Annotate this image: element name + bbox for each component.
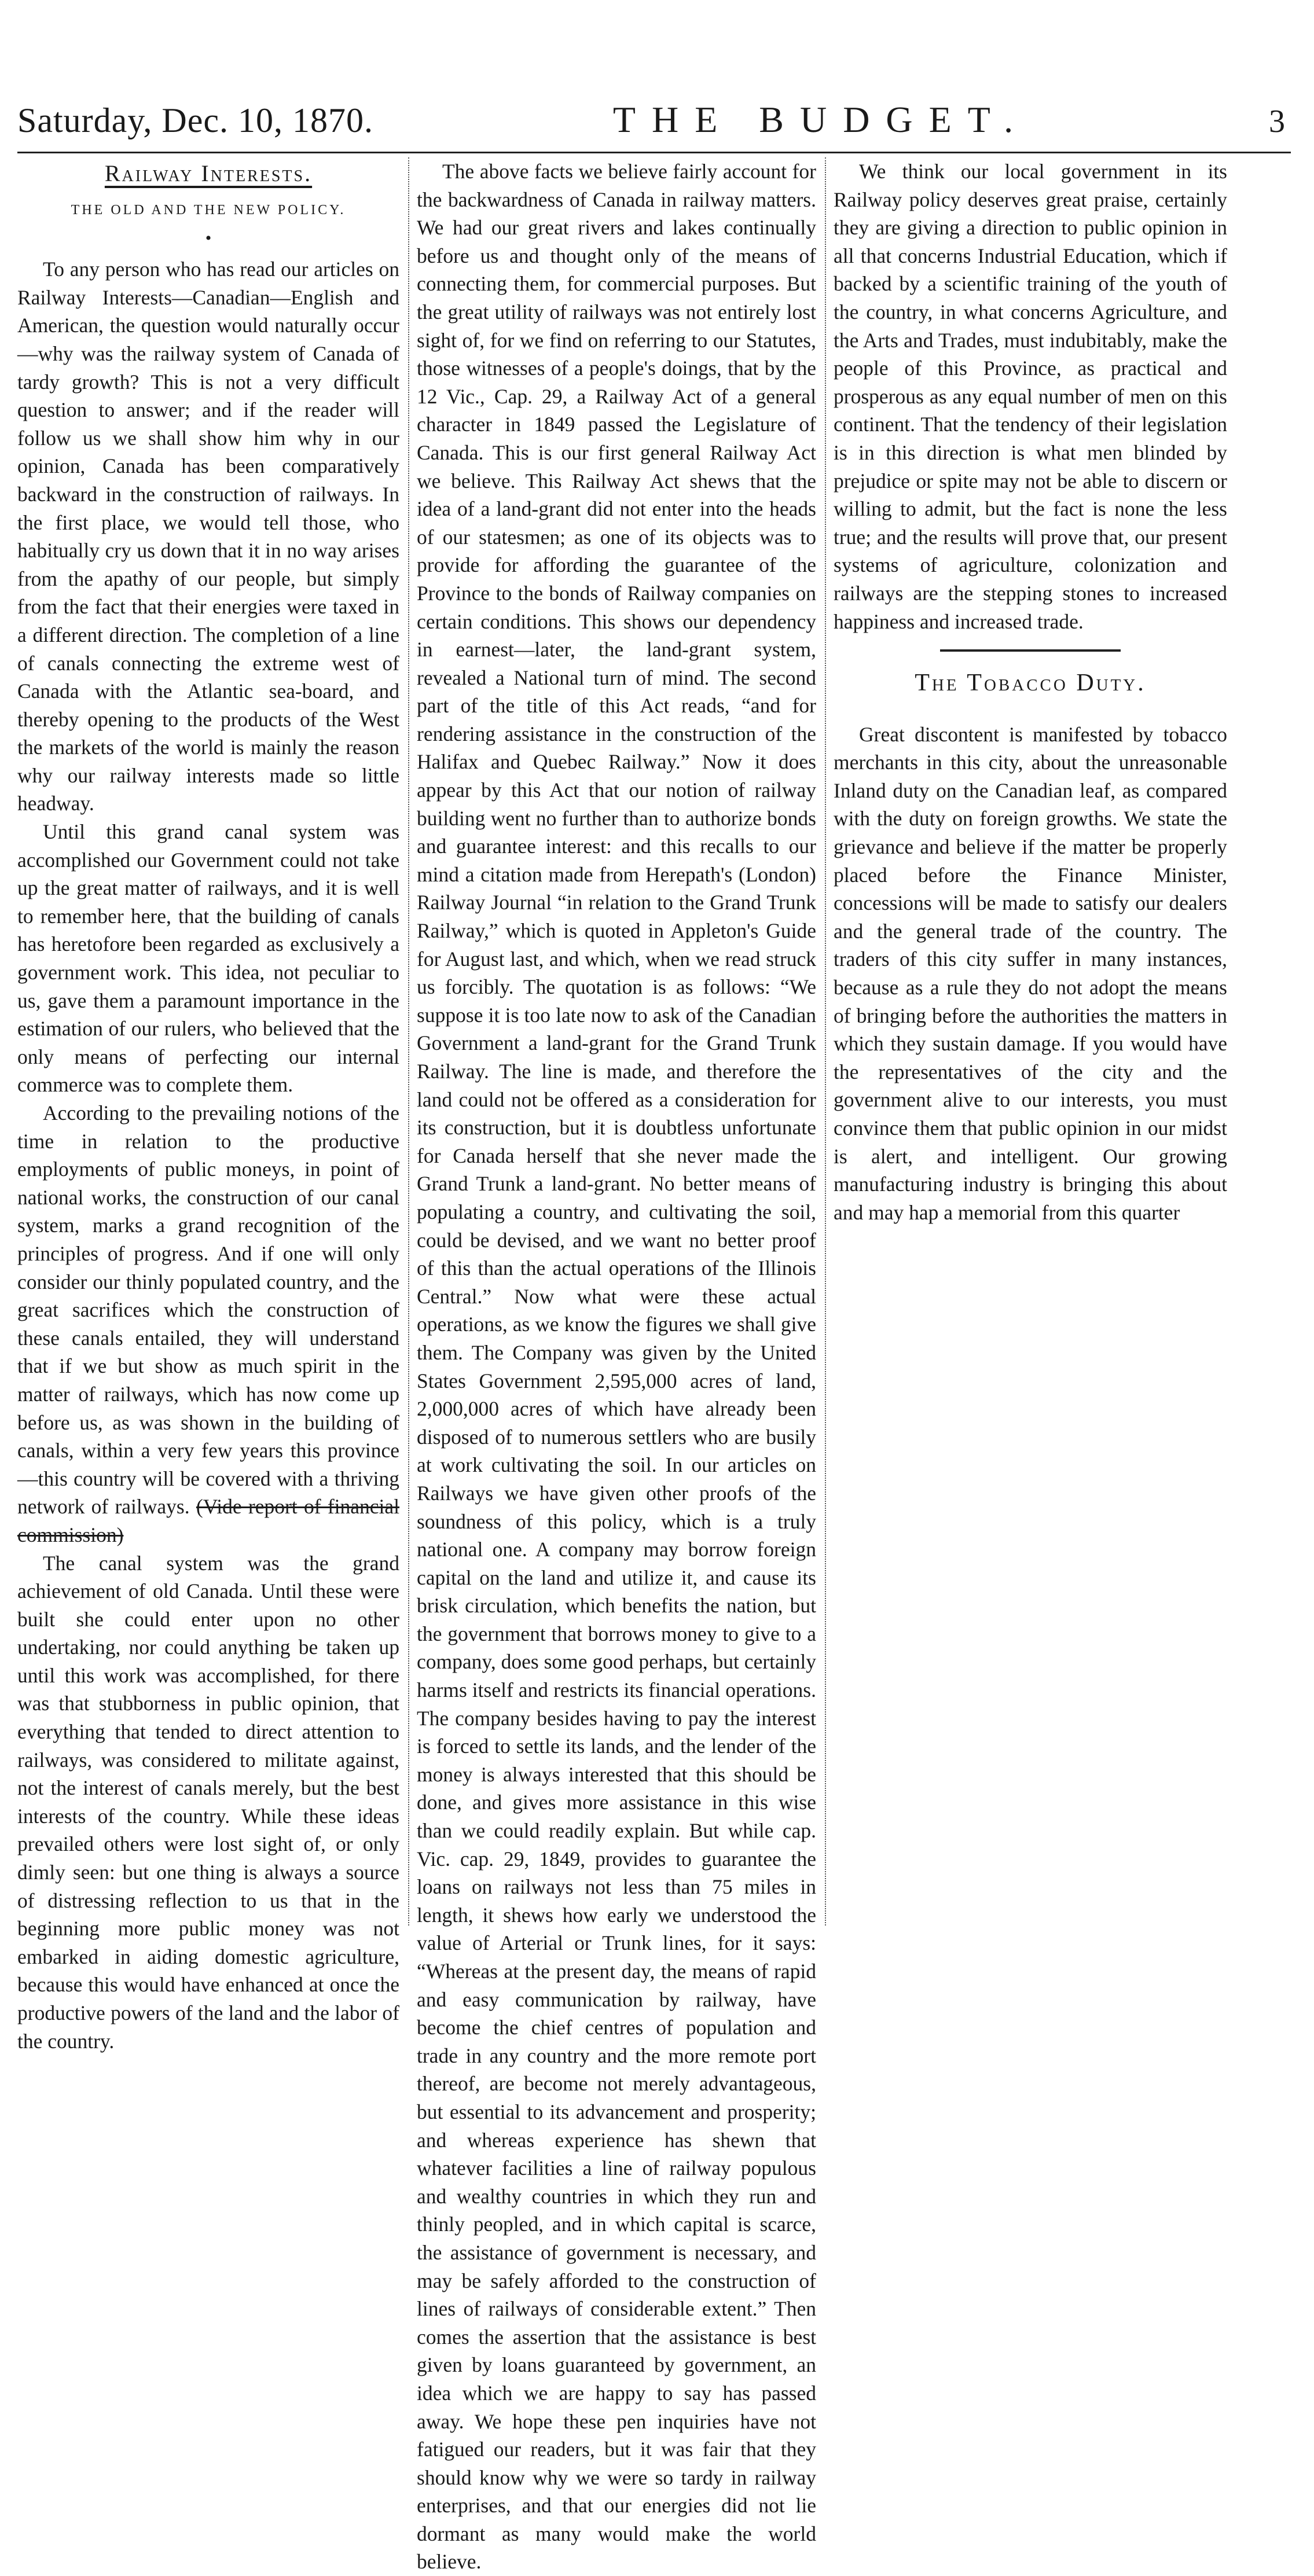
ornament-dot: • (205, 229, 212, 248)
issue-date: Saturday, Dec. 10, 1870. (17, 101, 373, 139)
article-subtitle: THE OLD AND THE NEW POLICY. (71, 202, 346, 218)
article-paragraph: The canal system was the grand achievement of old Canada. Until these were built she could enter upon no other undertaking, nor could anything be taken up until this work was accomplished, for there was that stubborness in public opinion, that everything that tended to direct attention to railways, was considered to militate against, not the interest of canals merely, but the best interests of the country. While these ideas prevailed others were lost sight of, or only dimly seen: but one thing is always a source of distressing reflection to us that in the beginning more public money was not embarked in aiding domestic agriculture, because this would have enhanced at once the productive powers of the land and the labor of the country. (17, 1551, 399, 2053)
masthead (17, 98, 1297, 145)
article-paragraph: Until this grand canal system was accomplished our Government could not take up the great matter of railways, and it is well to remember here, that the building of canals has heretofore been regarded as exclusively a government work. This idea, not peculiar to us, gave them a paramount importance in the estimation of our rulers, who believed that the only means of perfecting our internal commerce was to complete them. (17, 820, 399, 1097)
article-paragraph: According to the prevailing notions of the time in relation to the productive employments of public moneys, in point of national works, the construction of our canal system, marks a grand recognition of the principles of progress. And if one will only consider our thinly populated country, and the great sacrifices which the construction of these canals entailed, they will understand that if we but show as much spirit in the matter of railways, which has now come up before us, as was shown in the building of canals, within a very few years this province—this country will be covered with a thriving network of railways. (Vide report of financial commission) (17, 1101, 400, 1546)
column-1 (17, 157, 399, 2082)
article-paragraph: The above facts we believe fairly account for the backwardness of Canada in railway matters. We had our great rivers and lakes continually before us and thought only of the means of connecting them, for commercial purposes. But the great utility of railways was not entirely lost sight of, for we find on referring to our Statutes, those witnesses of a people's doings, that by the 12 Vic., Cap. 29, a Railway Act of a general character in 1849 passed the Legislature of Canada. This is our first general Railway Act we believe. This Railway Act shews that the idea of a land-grant did not enter into the heads of our statesmen; as one of its objects was to provide for affording the guarantee of the Province to the bonds of Railway companies on certain conditions. This shows our dependency in earnest—later, the land-grant system, revealed a National turn of mind. The second part of the title of this Act reads, “and for rendering assistance in the construction of the Halifax and Quebec Railway.” Now it does appear by this Act that our notion of railway building went no further than to authorize bonds and guarantee interest: and this recalls to our mind a citation made from Herepath's (London) Railway Journal “in relation to the Grand Trunk Railway,” which is quoted in Appleton's Guide for August last, and which, when we read struck us forcibly. The quotation is as follows: “We suppose it is too late now to ask of the Canadian Government a land-grant for the Grand Trunk Railway. The line is made, and therefore the land could not be offered as a consideration for its construction, but it is doubtless unfortunate for Canada herself that she never made the Grand Trunk a land-grant. No better means of populating a country, and cultivating the soil, could be devised, and we want no better proof of this than the actual operations of the Illinois Central.” Now what were these actual operations, as we know the figures we shall give them. The Company was given by the United States Government 2,595,000 acres of land, 2,000,000 acres of which have already been disposed of to numerous settlers who are busily at work cultivating the soil. In our articles on Railways we have given other proofs of the soundness of this policy, which is a truly national one. A company may borrow foreign capital on the land and utilize it, and cause its brisk circulation, which benefits the nation, but the government that borrows money to give to a company, does some good perhaps, but certainly harms itself and restricts its financial operations. The company besides having to pay the interest is forced to settle its lands, and the lender of the money is always interested that this should be done, and gives more assistance in this wise than we could readily explain. But while cap. Vic. cap. 29, 1849, provides to guarantee the loans on railways not less than 75 miles in length, it shews how early we understood the value of Arterial or Trunk lines, for it says: “Whereas at the present day, the means of rapid and easy communication by railway, have become the chief centres of population and trade in any country and the more remote port thereof, are become not merely advantageous, but essential to its advancement and prosperity; and whereas experience has shewn that whatever facilities a line of railway populous and wealthy countries in which they run and thinly peopled, and in which capital is scarce, the assistance of government is necessary, and may be safely afforded to the construction of lines of railways of considerable extent.” Then comes the assertion that the assistance is best given by loans guaranteed by government, an idea which we are happy to say has passed away. We hope these pen inquiries have not fatigued our readers, but it was fair that they should know why we were so tardy in railway enterprises, and that our energies did not lie dormant as many would make the world believe. (417, 160, 816, 2574)
column-3 (834, 157, 1227, 2082)
column-2 (417, 157, 816, 2574)
article-title: Railway Interests. (104, 160, 313, 186)
article-paragraph: We think our local government in its Railway policy deserves great praise, certainly they are giving a direction to public opinion in all that concerns Industrial Education, which if backed by a scientific training of the youth of the country, in what concerns Agriculture, and the Arts and Trades, must indubitably, make the people of this Province, as practical and prosperous as any equal number of men on this continent. That the tendency of their legislation is in this direction is what men blinded by prejudice or spite may not be able to discern or willing to admit, but the fact is none the less true; and the results will prove that, our present systems of agriculture, colonization and railways are the stepping stones to increased happiness and increased trade. (834, 160, 1227, 633)
tobacco-paragraph: Great discontent is manifested by tobacco merchants in this city, about the unreasonable Inland duty on the Canadian leaf, as compared with the duty on foreign growths. We state the grievance and believe if the matter be properly placed before the Finance Minister, concessions will be made to satisfy our dealers and the general trade of the country. The traders of this city suffer in many instances, because as a rule they do not adopt the means of bringing before the authorities the matters in which they sustain damage. If you would have the representatives of the city and the government alive to our interests, you must convince them that public opinion in our midst is alert, and intelligent. Our growing manufacturing industry is bringing this about and may hap a memorial from this quarter (834, 722, 1227, 1224)
article-paragraph: To any person who has read our articles on Railway Interests—Canadian—English and American, the question would naturally occur—why was the railway system of Canada of tardy growth? This is not a very difficult question to answer; and if the reader will follow us we shall show him why in our opinion, Canada has been comparatively backward in the construction of railways. In the first place, we would tell those, who habitually cry us down that it in no way arises from the apathy of our people, but simply from the fact that their energies were taxed in a different direction. The completion of a line of canals connecting the extreme west of Canada with the Atlantic sea-board, and thereby opening to the products of the West the markets of the world is mainly the reason why our railway interests made so little headway. (17, 258, 399, 815)
column-divider (825, 157, 826, 1925)
section-rule (940, 649, 1121, 652)
page-number: 3 (1268, 104, 1285, 139)
tobacco-article-title: The Tobacco Duty. (915, 670, 1146, 697)
column-divider (408, 157, 409, 1925)
masthead-rule (17, 152, 1291, 153)
newspaper-title: THE BUDGET. (612, 99, 1030, 140)
struck-out-text: (Vide report of financial commission) (17, 1495, 400, 1546)
